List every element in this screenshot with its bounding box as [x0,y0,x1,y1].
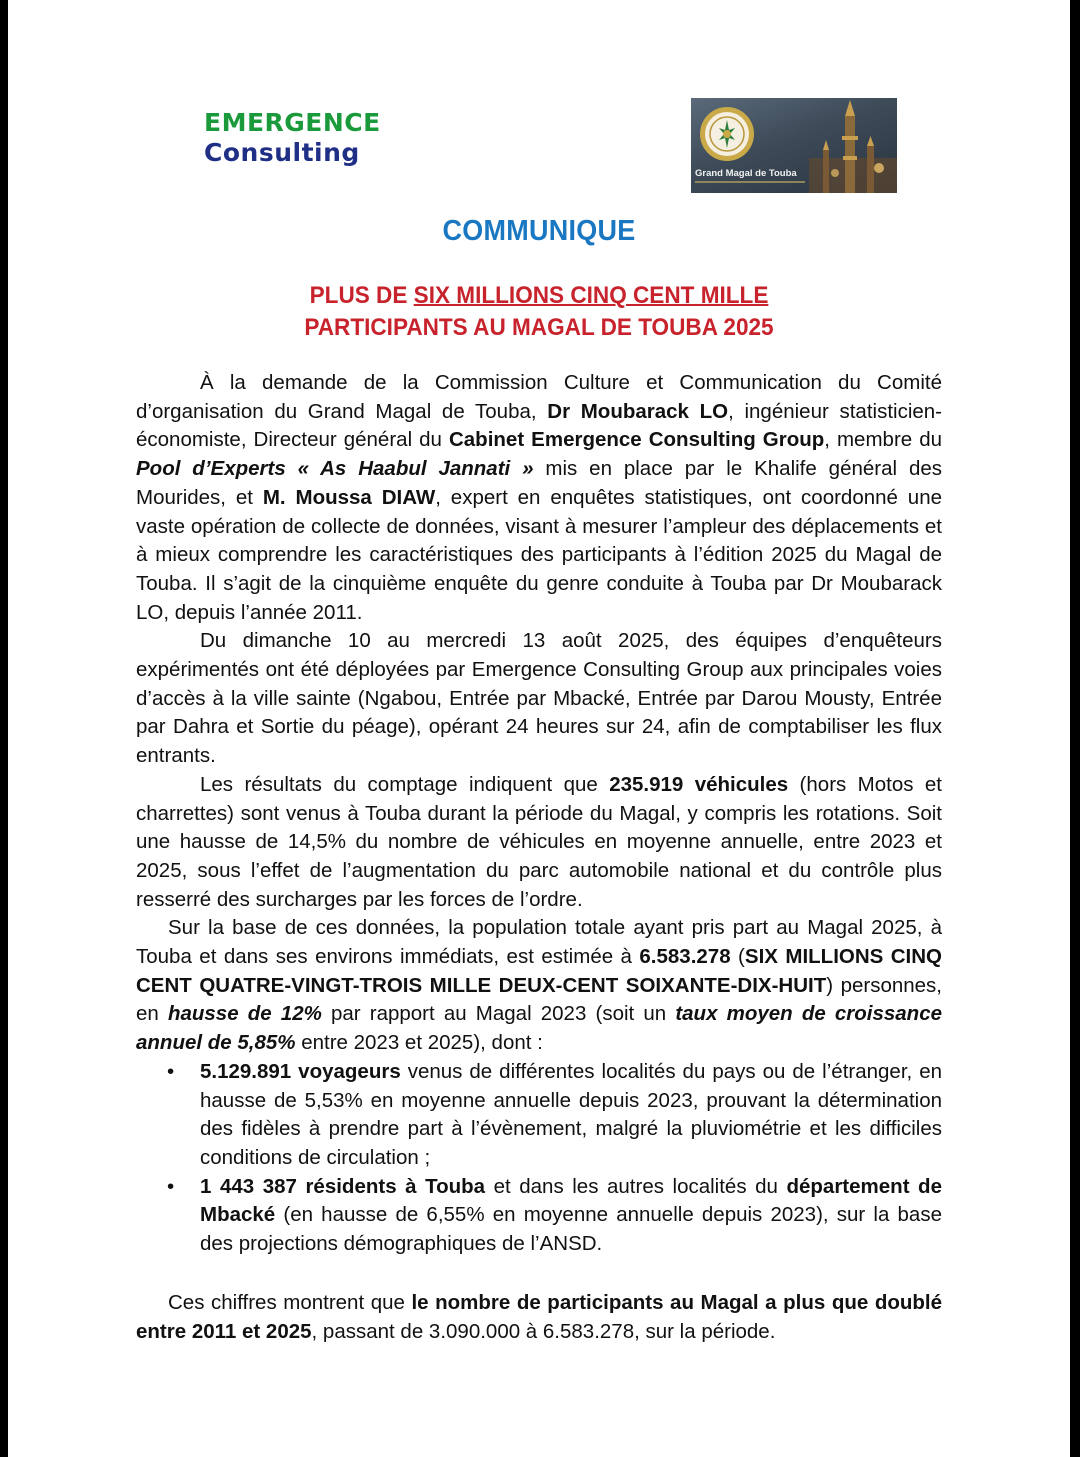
paragraph-1 [136,369,942,627]
p1-bold-italic-1: Pool d’Experts « As Haabul Jannati » [136,457,534,481]
headline-line2: PARTICIPANTS AU MAGAL DE TOUBA 2025 [304,314,774,341]
p1-bold-3: M. Moussa DIAW [262,485,436,509]
p3-bold-1: 235.919 véhicules [609,772,789,796]
p5-text-2: , passant de 3.090.000 à 6.583.278, sur la période. [311,1319,776,1343]
p1-text-1: À la demande de la Commission Culture et Communication du Comité d’organisation du Grand Magal de Touba, [136,371,942,423]
bullet1-text-1: venus de différentes localités du pays ou de l’étranger, en hausse de 5,53% en moyenne annuelle depuis 2023, prouvant la détermination des fidèles à prendre part à l’évènement, malgré la pluviométrie et les difficiles conditions de circulation ; [200,1059,942,1169]
p4-bold-1: 6.583.278 [639,945,731,969]
document-page [8,0,1070,1457]
bullet-dot-icon: • [167,1174,175,1198]
p5-bold-1: le nombre de participants au Magal a plus que doublé entre 2011 et 2025 [136,1290,942,1343]
bullet2-bold-1: 1 443 387 résidents à Touba [200,1174,486,1198]
logo-line-consulting: Consulting [204,138,360,167]
body-text [136,369,942,1346]
headline-prefix: PLUS DE [309,282,414,309]
p1-text-2: , ingénieur statisticien-économiste, Directeur général du [136,399,942,452]
p1-text-5: , expert en enquêtes statistiques, ont coordonné une vaste opération de collecte de données, visant à mesurer l’ampleur des déplacements et à mieux comprendre les caractéristiques des participants à l’édition 2025 du Magal de Touba. Il s’agit de la cinquième enquête du genre conduite à Touba par Dr Moubarack LO, depuis l’année 2011. [136,485,943,624]
logo-line-emergence: EMERGENCE [204,108,381,137]
p4-text-5: entre 2023 et 2025), dont : [295,1031,543,1055]
spacer [136,1259,942,1289]
p4-text-2: ( [730,945,745,969]
paragraph-4 [136,914,942,1058]
p4-text-4: par rapport au Magal 2023 (soit un [321,1002,676,1026]
paragraph-2: Du dimanche 10 au mercredi 13 août 2025, des équipes d’enquêteurs expérimentés ont été déployées par Emergence Consulting Group aux principales voies d’accès à la ville sainte (Ngabou, Entrée par Mbacké, Entrée par Darou Mousty, Entrée par Dahra et Sortie du péage), opérant 24 heures sur 24, afin de comptabiliser les flux entrants. [136,629,942,768]
p4-bold-italic-1: hausse de 12% [167,1002,322,1026]
bullet2-text-1: et dans les autres localités du [485,1174,787,1198]
grand-magal-logo [691,98,897,193]
p3-text-2: (hors Motos et charrettes) sont venus à Touba durant la période du Magal, y compris les rotations. Soit une hausse de 14,5% du nombre de véhicules en moyenne annuelle, entre 2023 et 2025, sous l’effet de l’augmentation du parc automobile national et du contrôle plus resserré des surcharges par les forces de l’ordre. [136,772,942,911]
mosque-minaret-icon [809,98,897,193]
emergence-consulting-logo [204,108,381,168]
p5-text-1: Ces chiffres montrent que [168,1290,412,1314]
bullet1-bold-1: 5.129.891 voyageurs [200,1059,401,1083]
headline [40,280,1038,344]
list-item [167,1058,942,1173]
page-title: COMMUNIQUE [442,215,636,247]
p4-text-1: Sur la base de ces données, la population totale ayant pris part au Magal 2025, à Touba et dans ses environs immédiats, est estimée à [136,916,942,969]
p3-text-1: Les résultats du comptage indiquent que [200,772,610,796]
p1-bold-2: Cabinet Emergence Consulting Group [448,428,825,452]
paragraph-3 [136,771,942,915]
list-item [167,1173,942,1259]
bullet-list [136,1058,942,1259]
logo-subcaption-line [695,181,805,183]
paragraph-5 [136,1289,942,1346]
p4-bold-2: SIX MILLIONS CINQ CENT QUATRE-VINGT-TROIS MILLE DEUX-CENT SOIXANTE-DIX-HUIT [136,945,943,997]
bullet2-bold-2: département de Mbacké [200,1174,942,1227]
p1-text-3: , membre du [824,428,942,452]
p1-text-4: mis en place par le Khalife général des Mourides, et [136,457,942,509]
p4-bold-italic-2: taux moyen de croissance annuel de 5,85% [136,1002,943,1055]
p4-text-3: ) personnes, en [136,973,943,1026]
bullet2-text-2: (en hausse de 6,55% en moyenne annuelle depuis 2023), sur la base des projections démographiques de l’ANSD. [200,1203,942,1256]
logo-caption: Grand Magal de Touba [695,168,797,179]
seal-icon [699,106,755,162]
p1-bold-1: Dr Moubarack LO [547,399,729,423]
bullet-dot-icon: • [167,1059,175,1083]
headline-underlined: SIX MILLIONS CINQ CENT MILLE [413,282,769,309]
